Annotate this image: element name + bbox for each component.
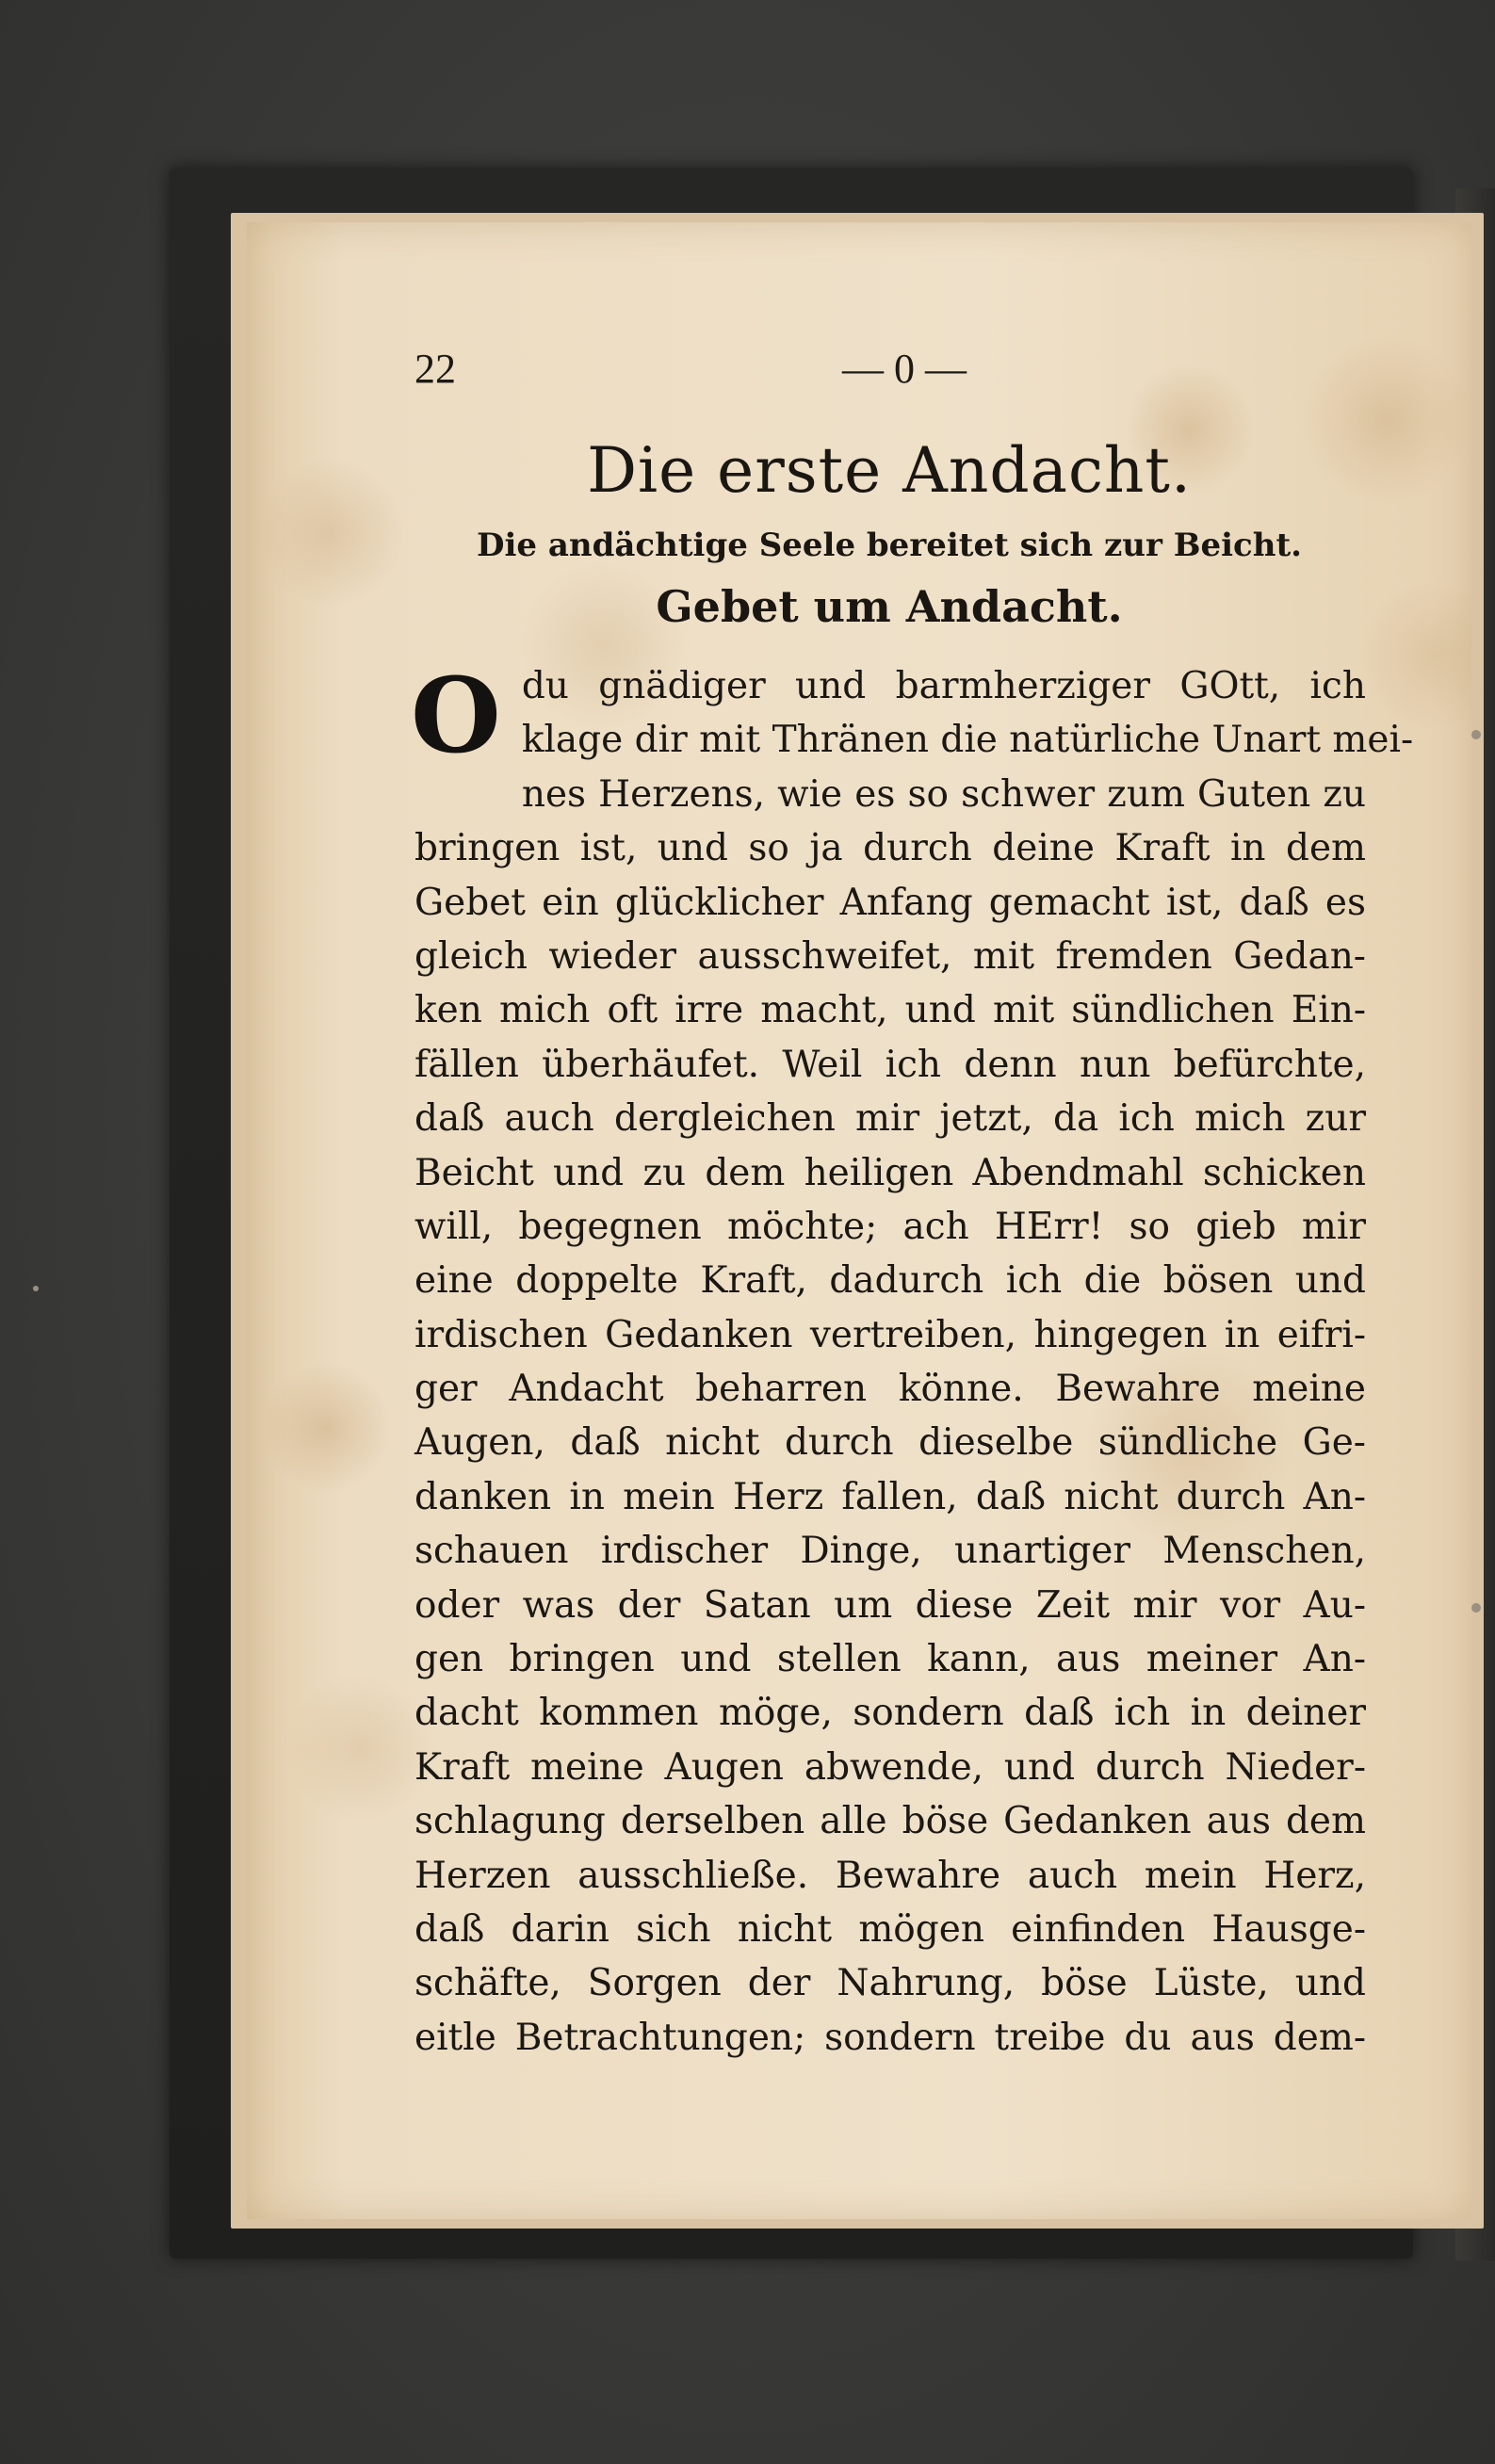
text-line: schäfte, Sorgen der Nahrung, böse Lüste, und [414,1962,1366,2005]
text-line: du gnädiger und barmherziger GOtt, ich [521,665,1366,707]
text-line: irdischen Gedanken vertreiben, hingegen in eifri- [414,1313,1366,1356]
text-line: Augen, daß nicht durch dieselbe sündliche Ge- [414,1421,1366,1465]
chapter-title: Die erste Andacht. [587,434,1192,507]
text-line: will, begegnen möchte; ach HErr! so gieb mir [414,1205,1366,1248]
text-line: nes Herzens, wie es so schwer zum Guten zu [521,772,1366,816]
text-line: daß darin sich nicht mögen einfinden Hausge- [414,1907,1366,1951]
prayer-heading: Gebet um Andacht. [656,581,1123,632]
text-line: Herzen ausschließe. Bewahre auch mein Herz, [414,1854,1366,1897]
page-header [414,343,1025,399]
dust-speck [33,1286,39,1291]
text-line: gleich wieder ausschweifet, mit fremden Gedan- [414,934,1366,978]
text-line: gen bringen und stellen kann, aus meiner An- [414,1638,1366,1681]
text-line: daß auch dergleichen mir jetzt, da ich mich zur [414,1097,1366,1141]
text-line: klage dir mit Thränen die natürliche Unart mei- [521,719,1414,762]
text-line: fällen überhäufet. Weil ich denn nun befürchte, [414,1043,1366,1086]
text-line: Beicht und zu dem heiligen Abendmahl schicken [414,1151,1366,1194]
text-line: Kraft meine Augen abwende, und durch Nieder- [414,1745,1366,1789]
page-number: 22 [414,346,456,392]
text-line: oder was der Satan um diese Zeit mir vor Au- [414,1583,1366,1627]
text-line: eine doppelte Kraft, dadurch ich die bösen und [414,1259,1366,1303]
text-line: schlagung derselben alle böse Gedanken aus dem [414,1800,1366,1843]
running-head: — 0 — [842,346,967,392]
text-line: ger Andacht beharren könne. Bewahre meine [414,1368,1366,1411]
text-line: schauen irdischer Dinge, unartiger Menschen, [414,1530,1366,1573]
text-line: bringen ist, und so ja durch deine Kraft in dem [414,827,1366,870]
text-line: ken mich oft irre macht, und mit sündlichen Ein- [414,989,1366,1032]
prayer-body [411,655,1414,2065]
page-edge-mark [1471,730,1481,739]
chapter-subtitle: Die andächtige Seele bereitet sich zur Beicht. [477,527,1302,564]
text-line: eitle Betrachtungen; sondern treibe du aus dem- [414,2016,1366,2059]
drop-cap: O [411,655,501,776]
text-line: danken in mein Herz fallen, daß nicht durch An- [414,1475,1366,1518]
page-edge-mark [1471,1603,1481,1613]
text-line: dacht kommen möge, sondern daß ich in deiner [414,1692,1366,1735]
text-line: Gebet ein glücklicher Anfang gemacht ist, daß es [414,881,1366,924]
